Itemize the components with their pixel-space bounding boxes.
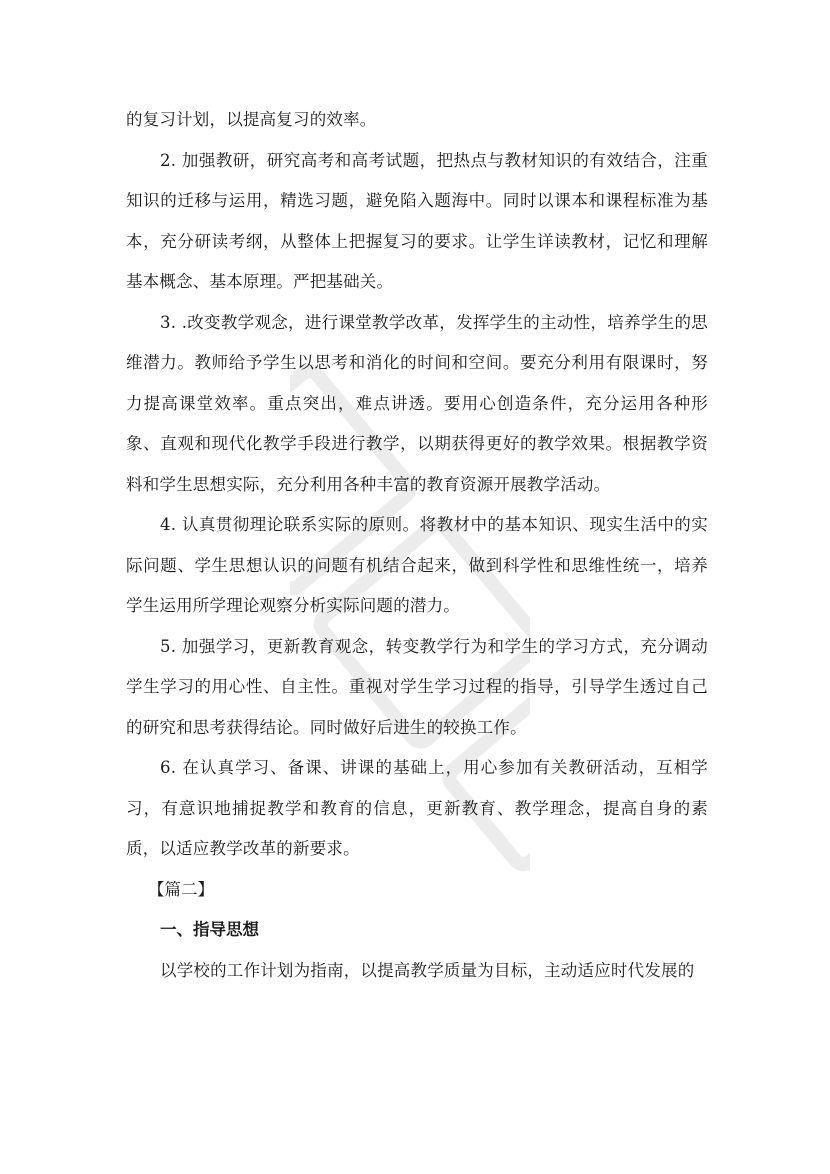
body-text [126,100,708,991]
paragraph-continued: 的复习计划，以提高复习的效率。 [126,110,377,129]
paragraph-item-4: 4. 认真贯彻理论联系实际的原则。将教材中的基本知识、现实生活中的实际问题、学生思想认识的问题有机结合起来，做到科学性和思维性统一，培养学生运用所学理论观察分析实际问题的潜力。 [126,515,708,615]
paragraph-final: 以学校的工作计划为指南，以提高教学质量为目标，主动适应时代发展的 [160,960,695,980]
paragraph-item-5: 5. 加强学习，更新教育观念，转变教学行为和学生的学习方式，充分调动学生学习的用心性、自主性。重视对学生学习过程的指导，引导学生透过自己的研究和思考获得结论。同时做好后进生的较换工作。 [126,636,708,737]
section-heading: 一、指导思想 [160,920,259,939]
paragraph-item-2: 2. 加强教研，研究高考和高考试题，把热点与教材知识的有效结合，注重知识的迁移与运用，精选习题，避免陷入题海中。同时以课本和课程标准为基本，充分研读考纲，从整体上把握复习的要求。让学生详读教材，记忆和理解基本概念、基本原理。严把基础关。 [126,150,708,291]
paragraph-item-6: 6. 在认真学习、备课、讲课的基础上，用心参加有关教研活动，互相学习，有意识地捕捉教学和教育的信息，更新教育、教学理念，提高自身的素质，以适应教学改革的新要求。 [126,758,708,858]
section-label: 【篇二】 [148,879,214,899]
paragraph-item-3: 3. .改变教学观念，进行课堂教学改革，发挥学生的主动性，培养学生的思维潜力。教师给予学生以思考和消化的时间和空间。要充分利用有限课时，努力提高课堂效率。重点突出，难点讲透。要用心创造条件，充分运用各种形象、直观和现代化教学手段进行教学，以期获得更好的教学效果。根据教学资料和学生思想实际，充分利用各种丰富的教育资源开展教学活动。 [126,312,708,494]
